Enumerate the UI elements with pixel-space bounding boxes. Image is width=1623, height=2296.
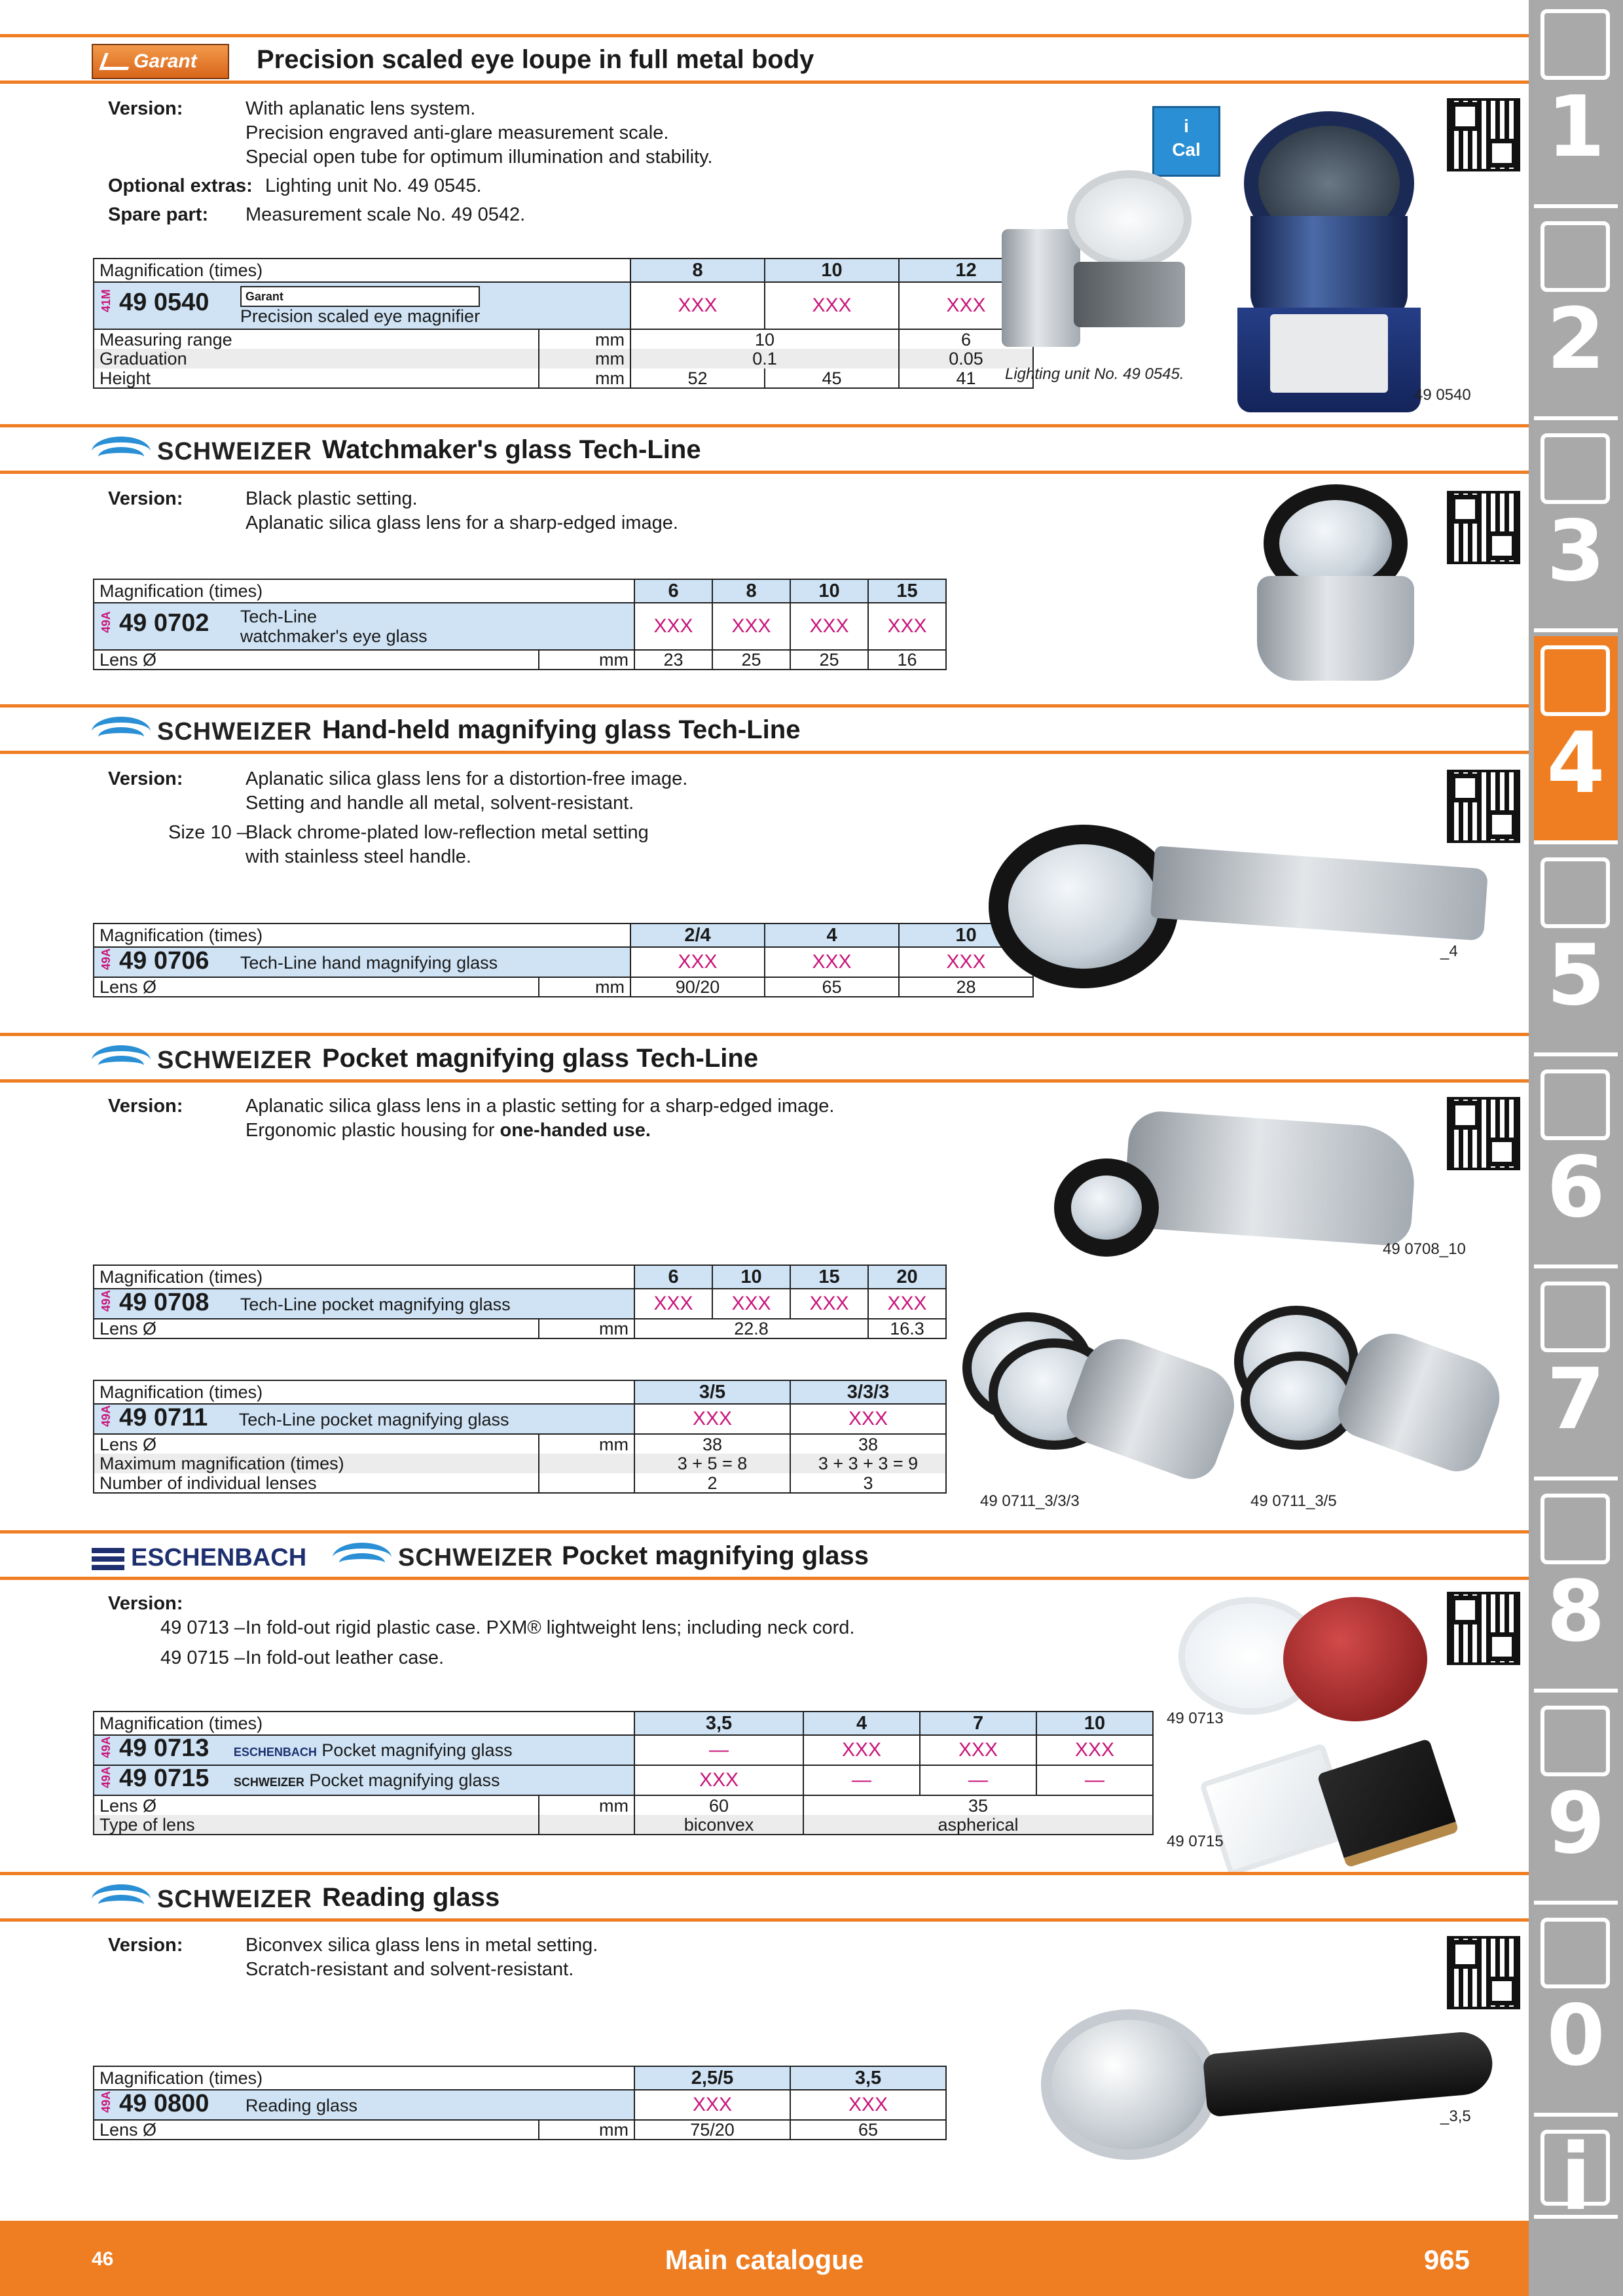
magnification-value: 15 xyxy=(790,1265,868,1289)
category-code: 49A xyxy=(100,948,113,971)
magnification-value: 6 xyxy=(634,1265,712,1289)
cal-label: Cal xyxy=(1172,139,1201,160)
product-table-490711 xyxy=(93,1380,947,1494)
article-description: Pocket magnifying glass xyxy=(309,1770,500,1790)
optional-extras-text: Lighting unit No. 49 0545. xyxy=(265,175,482,196)
table-header-row xyxy=(94,2066,946,2090)
image-caption: _4 xyxy=(1440,942,1458,960)
row-value: 45 xyxy=(765,368,899,388)
article-row[interactable] xyxy=(94,1765,1153,1795)
price-cell: XXX xyxy=(630,282,765,329)
table-row xyxy=(94,349,1033,368)
magnification-value: 10 xyxy=(899,924,1033,947)
spare-part-text: Measurement scale No. 49 0542. xyxy=(246,204,526,225)
spare-part-label: Spare part: xyxy=(108,204,209,225)
article-cell xyxy=(94,282,630,329)
product-table-490800 xyxy=(93,2066,947,2140)
article-row[interactable] xyxy=(94,603,946,650)
row-value: 22.8 xyxy=(634,1319,868,1338)
qr-code-icon[interactable] xyxy=(1447,98,1520,171)
eye-loupe-image xyxy=(1237,111,1421,419)
section-header-hand-magnifier xyxy=(0,704,1529,754)
row-value: 23 xyxy=(634,650,712,670)
image-caption: Lighting unit No. 49 0545. xyxy=(1005,365,1184,383)
article-description: Reading glass xyxy=(245,2095,358,2115)
chapter-tab-2[interactable] xyxy=(1534,212,1618,420)
article-row[interactable] xyxy=(94,1404,946,1434)
magnification-value: 10 xyxy=(765,259,899,282)
section-header-pocket-magnifying-glass xyxy=(0,1530,1529,1580)
tab-number: i xyxy=(1560,2125,1592,2231)
magnification-value: 2/4 xyxy=(630,924,765,947)
article-cell xyxy=(94,2090,634,2120)
qr-code-icon[interactable] xyxy=(1447,491,1520,564)
article-description: Tech-Line pocket magnifying glass xyxy=(240,1294,511,1314)
chapter-tab-7[interactable] xyxy=(1534,1272,1618,1480)
image-caption: 49 0711_3/5 xyxy=(1250,1492,1337,1510)
magnification-value: 20 xyxy=(868,1265,946,1289)
row-label: Measuring range xyxy=(94,329,539,349)
cabinet-icon xyxy=(1541,1706,1610,1776)
row-unit: mm xyxy=(539,650,634,670)
article-cell xyxy=(94,1289,634,1319)
variant-number: 49 0715 – xyxy=(160,1647,246,1668)
insert-cutter-icon xyxy=(1541,221,1610,292)
row-value: 35 xyxy=(803,1795,1153,1815)
tool-holder-icon xyxy=(1541,433,1610,504)
row-label: Type of lens xyxy=(94,1815,539,1835)
chapter-tab-9[interactable] xyxy=(1534,1696,1618,1905)
schweizer-logo: SCHWEIZER xyxy=(333,1540,553,1577)
size-label: Size 10 – xyxy=(168,822,247,843)
product-table-490708 xyxy=(93,1265,947,1339)
pocket-magnifier-0708-image xyxy=(1054,1106,1421,1263)
section-header-watchmaker-glass xyxy=(0,424,1529,474)
row-value: 2 xyxy=(634,1473,790,1493)
section-title: Reading glass xyxy=(322,1883,500,1912)
table-row xyxy=(94,1815,1153,1835)
chapter-tab-strip xyxy=(1529,0,1623,2296)
row-value: 25 xyxy=(712,650,790,670)
article-row[interactable] xyxy=(94,282,1033,329)
section-header-reading-glass xyxy=(0,1872,1529,1922)
header-label: Magnification (times) xyxy=(94,1712,634,1735)
row-label: Height xyxy=(94,368,539,388)
chapter-tab-3[interactable] xyxy=(1534,424,1618,632)
tab-number: 6 xyxy=(1546,1139,1605,1236)
row-unit xyxy=(539,1815,634,1835)
version-line: Ergonomic plastic housing for one-handed use. xyxy=(246,1120,651,1141)
version-label: Version: xyxy=(108,1593,183,1614)
price-cell: XXX xyxy=(790,603,868,650)
category-code: 49A xyxy=(100,1766,113,1788)
article-cell xyxy=(94,1404,634,1434)
garant-logo: Garant xyxy=(92,44,229,79)
table-row xyxy=(94,2120,946,2140)
article-row[interactable] xyxy=(94,1289,946,1319)
table-row xyxy=(94,1454,946,1473)
article-description: Pocket magnifying glass xyxy=(321,1740,513,1760)
tab-number: 4 xyxy=(1546,715,1605,812)
version-label: Version: xyxy=(108,1935,183,1956)
product-table-490706 xyxy=(93,923,1034,997)
row-value: 16 xyxy=(868,650,946,670)
row-value: 6 xyxy=(899,329,1033,349)
row-label: Lens Ø xyxy=(94,1319,539,1338)
row-value: 16.3 xyxy=(868,1319,946,1338)
price-cell: — xyxy=(803,1765,920,1795)
version-line: Setting and handle all metal, solvent-resistant. xyxy=(246,793,634,814)
row-label: Lens Ø xyxy=(94,977,539,997)
image-caption: 49 0708_10 xyxy=(1383,1240,1466,1258)
row-value: 25 xyxy=(790,650,868,670)
price-cell: XXX xyxy=(634,1404,790,1434)
article-description: Precision scaled eye magnifier xyxy=(240,306,481,326)
row-value: 65 xyxy=(790,2120,946,2140)
magnification-value: 12 xyxy=(899,259,1033,282)
price-cell: XXX xyxy=(920,1735,1036,1765)
row-value: 3 xyxy=(790,1473,946,1493)
tab-number: 9 xyxy=(1546,1775,1605,1873)
row-value: 38 xyxy=(634,1434,790,1454)
article-description: watchmaker's eye glass xyxy=(240,626,428,646)
section-title: Watchmaker's glass Tech-Line xyxy=(322,435,701,464)
row-value: 10 xyxy=(630,329,899,349)
variant-text: In fold-out leather case. xyxy=(246,1647,445,1668)
info-icon: i xyxy=(1184,116,1189,136)
row-value: 3 + 5 = 8 xyxy=(634,1454,790,1473)
variant-number: 49 0713 – xyxy=(160,1617,246,1638)
schweizer-logo: SCHWEIZER xyxy=(92,434,312,471)
price-cell: XXX xyxy=(899,282,1033,329)
row-unit xyxy=(539,1454,634,1473)
header-label: Magnification (times) xyxy=(94,2066,634,2090)
table-header-row xyxy=(94,259,1033,282)
section-header-eye-loupe xyxy=(0,34,1529,84)
category-code: 41M xyxy=(100,289,113,312)
row-label: Lens Ø xyxy=(94,1434,539,1454)
price-cell: XXX xyxy=(899,947,1033,977)
row-unit: mm xyxy=(539,2120,634,2140)
header-label: Magnification (times) xyxy=(94,259,630,282)
header-label: Magnification (times) xyxy=(94,579,634,603)
price-cell: — xyxy=(920,1765,1036,1795)
tab-number: 7 xyxy=(1546,1351,1605,1448)
row-value: 60 xyxy=(634,1795,803,1815)
row-value: 0.05 xyxy=(899,349,1033,368)
version-line: Aplanatic silica glass lens in a plastic setting for a sharp-edged image. xyxy=(246,1096,835,1117)
price-cell: XXX xyxy=(765,947,899,977)
row-unit: mm xyxy=(539,1795,634,1815)
page-number-right: 965 xyxy=(1423,2244,1470,2275)
version-line: Aplanatic silica glass lens for a sharp-edged image. xyxy=(246,512,678,533)
row-unit: mm xyxy=(539,1319,634,1338)
row-value: 41 xyxy=(899,368,1033,388)
chapter-tab-4[interactable] xyxy=(1534,636,1618,844)
chapter-tab-6[interactable] xyxy=(1534,1060,1618,1268)
table-row xyxy=(94,1319,946,1338)
size-line: Black chrome-plated low-reflection metal setting xyxy=(246,822,649,843)
row-unit: mm xyxy=(539,1434,634,1454)
row-value: 38 xyxy=(790,1434,946,1454)
chapter-tab-5[interactable] xyxy=(1534,848,1618,1056)
section-title: Hand-held magnifying glass Tech-Line xyxy=(322,715,801,744)
image-caption: 49 0711_3/3/3 xyxy=(980,1492,1080,1510)
section-title: Pocket magnifying glass Tech-Line xyxy=(322,1044,759,1073)
row-label: Number of individual lenses xyxy=(94,1473,539,1493)
article-cell xyxy=(94,1765,634,1795)
section-title: Precision scaled eye loupe in full metal body xyxy=(257,45,814,74)
article-number[interactable]: 49 0706 xyxy=(119,946,210,975)
price-cell: XXX xyxy=(712,603,790,650)
table-header-row xyxy=(94,579,946,603)
article-cell xyxy=(94,947,630,977)
table-row xyxy=(94,977,1033,997)
price-cell: XXX xyxy=(1036,1735,1153,1765)
row-label: Lens Ø xyxy=(94,2120,539,2140)
article-number[interactable]: 49 0715 xyxy=(119,1765,210,1792)
table-row xyxy=(94,329,1033,349)
article-description: Tech-Line xyxy=(240,607,317,626)
tab-number: 8 xyxy=(1546,1563,1605,1660)
page-footer xyxy=(0,2221,1529,2296)
article-cell xyxy=(94,603,634,650)
version-line: Scratch-resistant and solvent-resistant. xyxy=(246,1959,574,1980)
magnification-value: 6 xyxy=(634,579,712,603)
row-unit: mm xyxy=(539,349,630,368)
image-caption: 49 0715 xyxy=(1167,1833,1224,1850)
row-value: 65 xyxy=(765,977,899,997)
row-value: 75/20 xyxy=(634,2120,790,2140)
watchmaker-glass-image xyxy=(1257,484,1414,687)
price-cell: XXX xyxy=(803,1735,920,1765)
category-code: 49A xyxy=(100,1290,113,1312)
table-row xyxy=(94,1795,1153,1815)
version-line: With aplanatic lens system. xyxy=(246,98,476,119)
qr-code-icon[interactable] xyxy=(1447,1097,1520,1170)
row-value: 3 + 3 + 3 = 9 xyxy=(790,1454,946,1473)
article-row[interactable] xyxy=(94,1735,1153,1765)
table-row xyxy=(94,1473,946,1493)
article-number[interactable]: 49 0540 xyxy=(119,289,210,317)
tab-number: 3 xyxy=(1546,503,1605,600)
section-header-pocket-magnifier xyxy=(0,1033,1529,1083)
table-header-row xyxy=(94,1712,1153,1735)
magnification-value: 7 xyxy=(920,1712,1036,1735)
eschenbach-logo: ESCHENBACH xyxy=(92,1540,306,1577)
reading-glass-image xyxy=(1041,2009,1493,2166)
magnification-value: 10 xyxy=(1036,1712,1153,1735)
image-caption: 49 0713 xyxy=(1167,1710,1224,1727)
header-label: Magnification (times) xyxy=(94,924,630,947)
article-cell xyxy=(94,1735,634,1765)
table-row xyxy=(94,650,946,670)
row-unit xyxy=(539,1473,634,1493)
mini-garant-logo: Garant xyxy=(240,286,480,307)
version-line: Biconvex silica glass lens in metal setting. xyxy=(246,1935,598,1956)
schweizer-logo: SCHWEIZER xyxy=(92,1043,312,1079)
tab-number: 1 xyxy=(1546,79,1605,176)
product-table-490713-490715 xyxy=(93,1711,1154,1835)
article-row[interactable] xyxy=(94,2090,946,2120)
pocket-magnifier-0711-35-image xyxy=(1234,1299,1509,1482)
price-cell: XXX xyxy=(634,603,712,650)
row-unit: mm xyxy=(539,368,630,388)
article-number[interactable]: 49 0713 xyxy=(119,1734,210,1762)
pocket-magnifier-0713-image xyxy=(1178,1590,1427,1721)
row-label: Maximum magnification (times) xyxy=(94,1454,539,1473)
mini-schweizer-logo: SCHWEIZER xyxy=(233,1776,304,1789)
section-title: Pocket magnifying glass xyxy=(562,1541,869,1570)
image-caption: _3,5 xyxy=(1440,2108,1471,2125)
schweizer-logo: SCHWEIZER xyxy=(92,714,312,751)
row-value: 0.1 xyxy=(630,349,899,368)
chapter-tab-0[interactable] xyxy=(1534,1909,1618,2117)
row-value: biconvex xyxy=(634,1815,803,1835)
calibration-badge xyxy=(1152,106,1220,177)
magnification-value: 3/3/3 xyxy=(790,1380,946,1404)
pocket-magnifier-0711-333-image xyxy=(962,1299,1237,1482)
price-cell: XXX xyxy=(630,947,765,977)
chapter-tab-8[interactable] xyxy=(1534,1484,1618,1693)
qr-code-icon[interactable] xyxy=(1447,1936,1520,2009)
image-caption: 49 0540 xyxy=(1414,386,1471,404)
row-label: Lens Ø xyxy=(94,1795,539,1815)
category-code: 49A xyxy=(100,1736,113,1758)
price-cell: XXX xyxy=(868,603,946,650)
mini-eschenbach-logo: ESCHENBACH xyxy=(233,1746,317,1759)
row-value: 90/20 xyxy=(630,977,765,997)
table-row xyxy=(94,1434,946,1454)
magnification-value: 8 xyxy=(712,579,790,603)
footer-title: Main catalogue xyxy=(665,2244,864,2275)
table-row xyxy=(94,368,1033,388)
tab-number: 2 xyxy=(1546,291,1605,388)
workshop-tools-icon xyxy=(1541,1494,1610,1564)
chapter-tab-1[interactable] xyxy=(1534,0,1618,208)
variant-text: In fold-out rigid plastic case. PXM® lightweight lens; including neck cord. xyxy=(246,1617,855,1638)
category-code: 49A xyxy=(100,2091,113,2113)
article-number[interactable]: 49 0711 xyxy=(119,1403,208,1431)
row-value: 28 xyxy=(899,977,1033,997)
price-cell: XXX xyxy=(712,1289,790,1319)
magnification-value: 15 xyxy=(868,579,946,603)
tab-number: 5 xyxy=(1546,927,1605,1024)
article-number[interactable]: 49 0702 xyxy=(119,609,210,637)
magnification-value: 10 xyxy=(712,1265,790,1289)
magnification-value: 10 xyxy=(790,579,868,603)
price-cell: — xyxy=(1036,1765,1153,1795)
price-cell: XXX xyxy=(790,1404,946,1434)
version-label: Version: xyxy=(108,98,183,119)
drill-bit-icon xyxy=(1541,9,1610,80)
price-cell: XXX xyxy=(790,1289,868,1319)
magnification-value: 3,5 xyxy=(634,1712,803,1735)
page-number-left: 46 xyxy=(92,2248,114,2270)
version-label: Version: xyxy=(108,1096,183,1117)
row-unit: mm xyxy=(539,977,630,997)
row-value: 52 xyxy=(630,368,765,388)
row-label: Lens Ø xyxy=(94,650,539,670)
table-header-row xyxy=(94,924,1033,947)
magnification-value: 4 xyxy=(803,1712,920,1735)
product-table-490702 xyxy=(93,579,947,670)
article-row[interactable] xyxy=(94,947,1033,977)
article-description: Tech-Line hand magnifying glass xyxy=(240,952,498,973)
row-unit: mm xyxy=(539,329,630,349)
size-line: with stainless steel handle. xyxy=(246,846,471,867)
saw-blade-icon xyxy=(1541,857,1610,928)
price-cell: XXX xyxy=(868,1289,946,1319)
hand-magnifier-image xyxy=(989,812,1486,995)
safety-goggles-icon xyxy=(1541,1918,1610,1988)
row-value: aspherical xyxy=(803,1815,1153,1835)
price-cell: XXX xyxy=(634,2090,790,2120)
version-line: Black plastic setting. xyxy=(246,488,418,509)
chapter-tab-info[interactable] xyxy=(1534,2121,1618,2231)
article-number[interactable]: 49 0800 xyxy=(119,2089,210,2117)
price-cell: XXX xyxy=(790,2090,946,2120)
magnification-value: 8 xyxy=(630,259,765,282)
version-label: Version: xyxy=(108,488,183,509)
table-header-row xyxy=(94,1380,946,1404)
article-number[interactable]: 49 0708 xyxy=(119,1288,210,1316)
pocket-magnifier-0715-image xyxy=(1198,1741,1460,1872)
header-label: Magnification (times) xyxy=(94,1380,634,1404)
magnification-value: 3,5 xyxy=(790,2066,946,2090)
version-line: Precision engraved anti-glare measurement scale. xyxy=(246,122,669,143)
price-cell: XXX xyxy=(634,1289,712,1319)
schweizer-logo: SCHWEIZER xyxy=(92,1882,312,1918)
version-line: Special open tube for optimum illumination and stability. xyxy=(246,147,713,168)
hammer-pliers-icon xyxy=(1541,1282,1610,1352)
version-label: Version: xyxy=(108,768,183,789)
version-line: Aplanatic silica glass lens for a distortion-free image. xyxy=(246,768,688,789)
row-label: Graduation xyxy=(94,349,539,368)
article-description: Tech-Line pocket magnifying glass xyxy=(238,1409,509,1429)
magnification-value: 4 xyxy=(765,924,899,947)
lighting-unit-image xyxy=(1002,170,1198,353)
magnification-value: 3/5 xyxy=(634,1380,790,1404)
tab-number: 0 xyxy=(1546,1987,1605,2085)
qr-code-icon[interactable] xyxy=(1447,1592,1520,1665)
category-code: 49A xyxy=(100,1405,113,1427)
magnification-value: 2,5/5 xyxy=(634,2066,790,2090)
optional-extras-label: Optional extras: xyxy=(108,175,253,196)
caliper-icon xyxy=(1541,645,1610,716)
price-cell: — xyxy=(634,1735,803,1765)
screwdriver-wrench-icon xyxy=(1541,1069,1610,1140)
price-cell: XXX xyxy=(765,282,899,329)
product-table-490540 xyxy=(93,258,1034,389)
table-header-row xyxy=(94,1265,946,1289)
category-code: 49A xyxy=(100,611,113,633)
price-cell: XXX xyxy=(634,1765,803,1795)
header-label: Magnification (times) xyxy=(94,1265,634,1289)
